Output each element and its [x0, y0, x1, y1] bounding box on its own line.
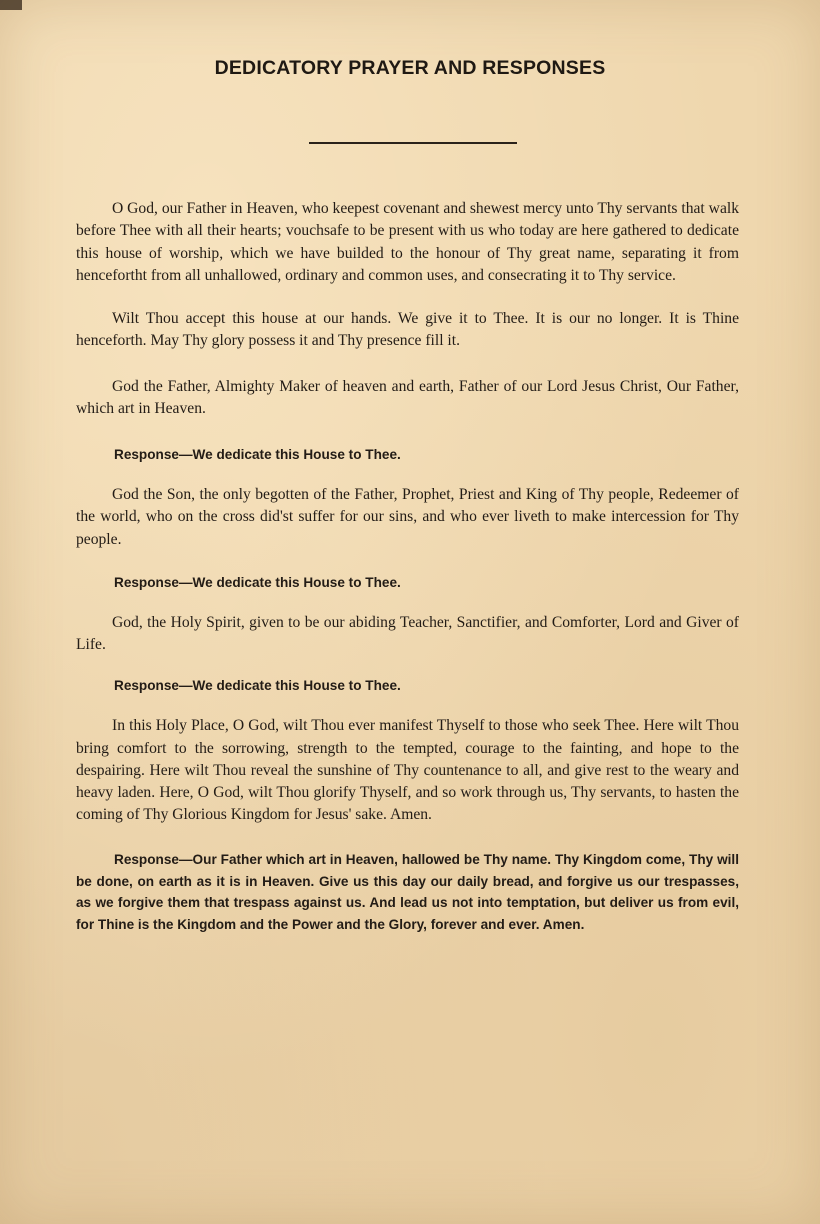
page-edge-mark: [0, 0, 22, 10]
prayer-paragraph-6: In this Holy Place, O God, wilt Thou ever manifest Thyself to those who seek Thee. Here wilt Thou bring comfort to the sorrowing, strength to the tempted, courage to the fainting, and hope to the despairing. Here wilt Thou reveal the sunshine of Thy countenance to all, and give rest to the weary and heavy laden. Here, O God, wilt Thou glorify Thyself, and so work through us, Thy servants, to hasten the coming of Thy Glorious Kingdom for Jesus' sake. Amen.: [76, 717, 739, 824]
prayer-paragraph-3: God the Father, Almighty Maker of heaven and earth, Father of our Lord Jesus Christ, Our Father, which art in Heaven.: [76, 377, 739, 418]
response-3: Response—We dedicate this House to Thee.: [114, 678, 401, 694]
response-2: Response—We dedicate this House to Thee.: [114, 575, 401, 591]
page-title: DEDICATORY PRAYER AND RESPONSES: [214, 57, 606, 79]
title-divider: [309, 142, 517, 144]
response-1: Response—We dedicate this House to Thee.: [114, 447, 401, 463]
response-lords-prayer: Response—Our Father which art in Heaven, hallowed be Thy name. Thy Kingdom come, Thy will be done, on earth as it is in Heaven. Give us this day our daily bread, and forgive us our trespasses, as we forgive them that trespass against us. And lead us not into temptation, but deliver us from evil, for Thine is the Kingdom and the Power and the Glory, forever and ever. Amen.: [76, 851, 739, 933]
prayer-paragraph-2: Wilt Thou accept this house at our hands. We give it to Thee. It is our no longer. It is Thine henceforth. May Thy glory possess it and Thy presence fill it.: [76, 310, 739, 350]
prayer-paragraph-5: God, the Holy Spirit, given to be our abiding Teacher, Sanctifier, and Comforter, Lord and Giver of Life.: [76, 613, 739, 654]
prayer-body: [76, 198, 739, 936]
prayer-paragraph-1: O God, our Father in Heaven, who keepest covenant and shewest mercy unto Thy servants that walk before Thee with all their hearts; vouchsafe to be present with us who today are here gathered to dedicate this house of worship, which we have builded to the honour of Thy great name, separating it from hencefortht from all unhallowed, ordinary and common uses, and consecrating it to Thy service.: [76, 200, 739, 284]
prayer-paragraph-4: God the Son, the only begotten of the Father, Prophet, Priest and King of Thy people, Redeemer of the world, who on the cross did'st suffer for our sins, and who ever liveth to make intercession for Thy people.: [76, 486, 739, 548]
